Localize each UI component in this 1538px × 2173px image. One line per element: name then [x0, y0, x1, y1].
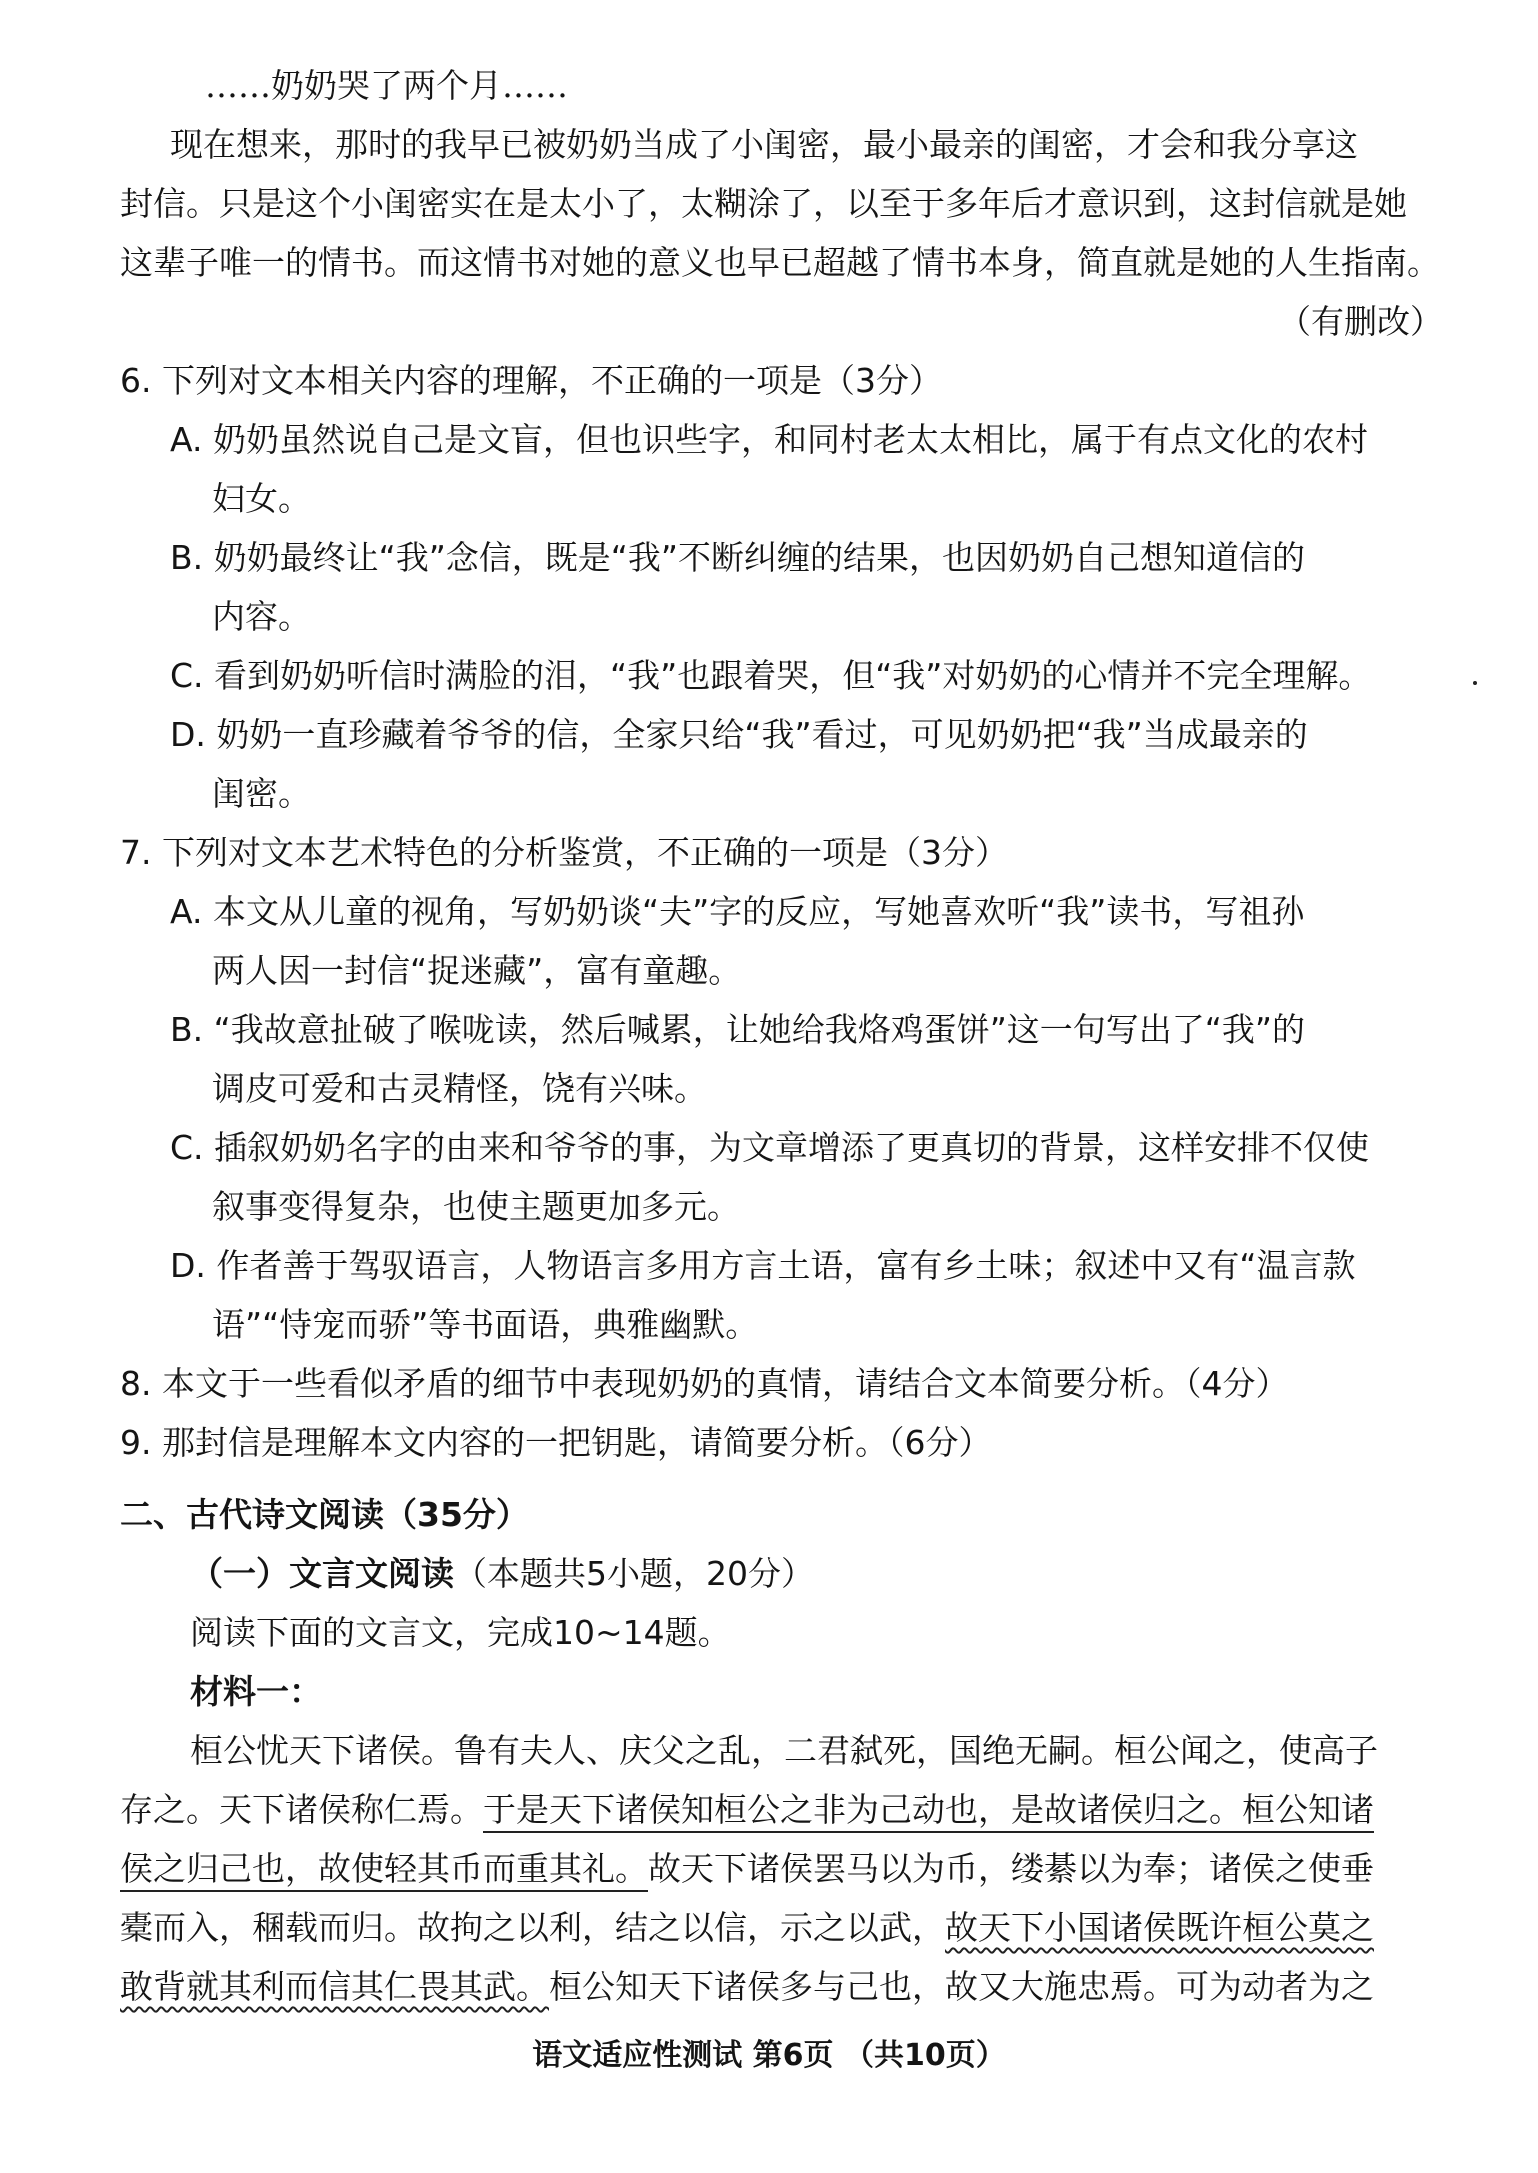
- subsection-info: （本题共5小题，20分）: [454, 1554, 814, 1593]
- q6-option-d-cont: 闺密。: [212, 774, 311, 813]
- q6-option-c: C. 看到奶奶听信时满脸的泪，“我”也跟着哭，但“我”对奶奶的心情并不完全理解。: [170, 656, 1372, 695]
- story-line-top: ……奶奶哭了两个月……: [205, 66, 568, 105]
- q6-option-a: A. 奶奶虽然说自己是文盲，但也识些字，和同村老太太相比，属于有点文化的农村: [170, 420, 1368, 459]
- question-8: 8. 本文于一些看似矛盾的细节中表现奶奶的真情，请结合文本简要分析。（4分）: [120, 1364, 1289, 1403]
- classical-text-line: [120, 1847, 1374, 1891]
- stray-mark: [1473, 681, 1477, 685]
- underlined-sentence: 于是天下诸侯知桓公之非为己动也，是故诸侯归之。: [483, 1790, 1242, 1833]
- text-segment: 橐而入，稛载而归。故拘之以利，结之以信，示之以武，: [120, 1908, 945, 1947]
- text-segment: 故天下诸侯罢马以为币，缕綦以为奉；诸侯之使垂: [648, 1849, 1374, 1888]
- q7-option-c-cont: 叙事变得复杂，也使主题更加多元。: [212, 1187, 740, 1226]
- q6-option-b: B. 奶奶最终让“我”念信，既是“我”不断纠缠的结果，也因奶奶自己想知道信的: [170, 538, 1306, 577]
- subsection-title: （一）文言文阅读: [190, 1554, 454, 1593]
- reading-instruction: 阅读下面的文言文，完成10~14题。: [190, 1613, 731, 1652]
- text-segment: 桓公知天下诸侯多与己也，故又大施忠焉。可为动者为之: [549, 1967, 1374, 2006]
- question-6-stem: 6. 下列对文本相关内容的理解，不正确的一项是（3分）: [120, 361, 942, 400]
- source-note: （有删改）: [1278, 302, 1443, 341]
- q6-option-b-cont: 内容。: [212, 597, 311, 636]
- q6-option-d: D. 奶奶一直珍藏着爷爷的信，全家只给“我”看过，可见奶奶把“我”当成最亲的: [170, 715, 1308, 754]
- wavy-underlined-sentence: 故天下小国诸侯既许桓公莫之: [945, 1908, 1374, 1947]
- story-paragraph-line: 现在想来，那时的我早已被奶奶当成了小闺密，最小最亲的闺密，才会和我分享这: [170, 125, 1358, 164]
- q7-option-b: B. “我故意扯破了喉咙读，然后喊累，让她给我烙鸡蛋饼”这一句写出了“我”的: [170, 1010, 1306, 1049]
- classical-text-line: [120, 1906, 1374, 1950]
- text-segment: 存之。天下诸侯称仁焉。: [120, 1790, 483, 1829]
- subsection-heading: [190, 1552, 814, 1596]
- question-9: 9. 那封信是理解本文内容的一把钥匙，请简要分析。（6分）: [120, 1423, 992, 1462]
- classical-text-line: [120, 1788, 1374, 1832]
- q7-option-a: A. 本文从儿童的视角，写奶奶谈“夫”字的反应，写她喜欢听“我”读书，写祖孙: [170, 892, 1305, 931]
- q7-option-a-cont: 两人因一封信“捉迷藏”，富有童趣。: [212, 951, 742, 990]
- section-2-title: 二、古代诗文阅读（35分）: [120, 1495, 529, 1534]
- page-footer: 语文适应性测试 第6页 （共10页）: [532, 2038, 1006, 2073]
- q7-option-b-cont: 调皮可爱和古灵精怪，饶有兴味。: [212, 1069, 707, 1108]
- classical-text-line: 桓公忧天下诸侯。鲁有夫人、庆父之乱，二君弑死，国绝无嗣。桓公闻之，使高子: [190, 1731, 1378, 1770]
- material-label: 材料一：: [190, 1672, 322, 1711]
- q6-option-a-cont: 妇女。: [212, 479, 311, 518]
- q7-option-d-cont: 语”“恃宠而骄”等书面语，典雅幽默。: [212, 1305, 759, 1344]
- q7-option-d: D. 作者善于驾驭语言，人物语言多用方言土语，富有乡土味；叙述中又有“温言款: [170, 1246, 1356, 1285]
- underlined-sentence: 侯之归己也，故使轻其币而重其礼。: [120, 1849, 648, 1892]
- story-paragraph-line: 封信。只是这个小闺密实在是太小了，太糊涂了，以至于多年后才意识到，这封信就是她: [120, 184, 1407, 223]
- story-paragraph-line: 这辈子唯一的情书。而这情书对她的意义也早已超越了情书本身，简直就是她的人生指南。: [120, 243, 1440, 282]
- wavy-underlined-sentence: 敢背就其利而信其仁畏其武。: [120, 1967, 549, 2006]
- q7-option-c: C. 插叙奶奶名字的由来和爷爷的事，为文章增添了更真切的背景，这样安排不仅使: [170, 1128, 1370, 1167]
- underlined-sentence: 桓公知诸: [1242, 1790, 1374, 1833]
- question-7-stem: 7. 下列对文本艺术特色的分析鉴赏，不正确的一项是（3分）: [120, 833, 1008, 872]
- classical-text-line: [120, 1965, 1374, 2009]
